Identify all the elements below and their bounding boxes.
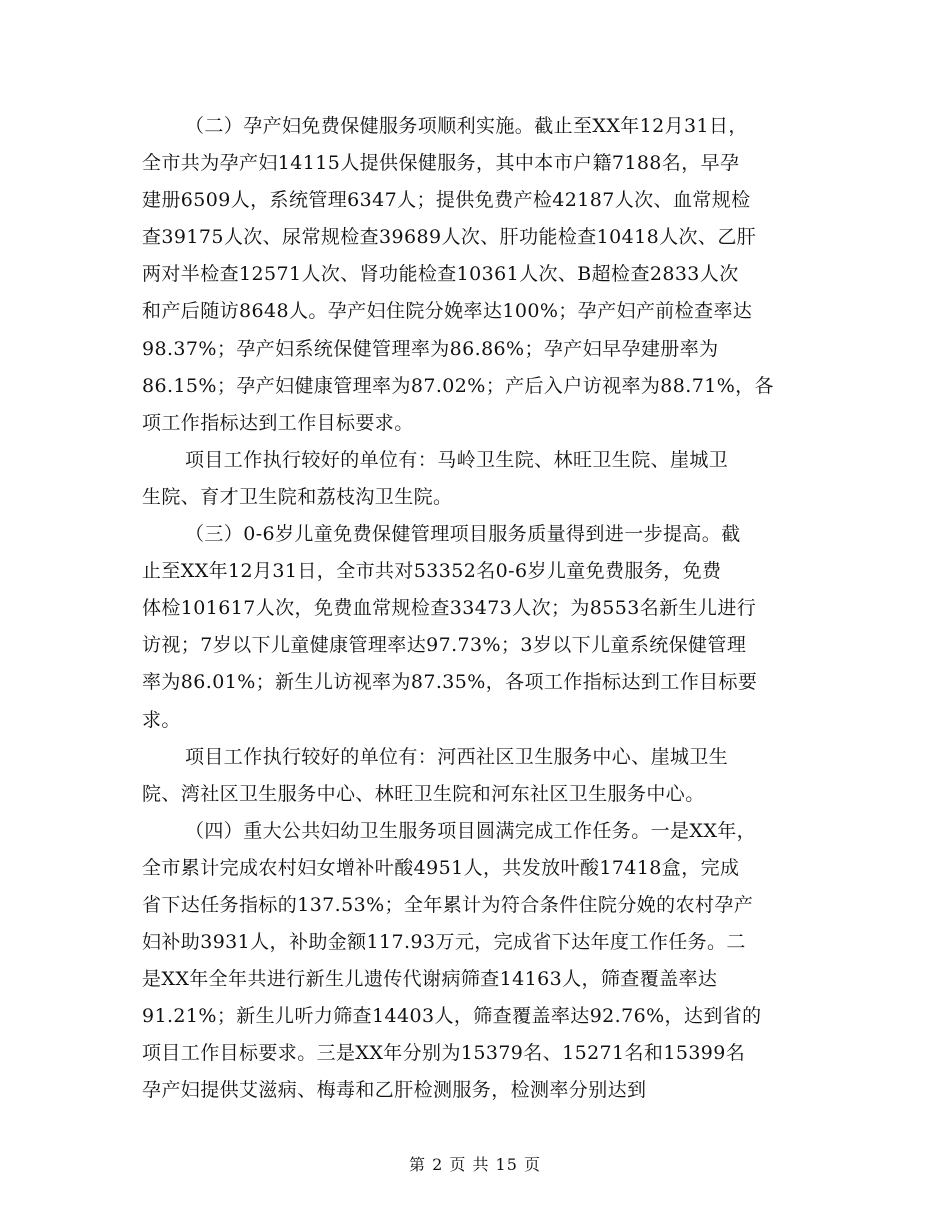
paragraph-line: 全市累计完成农村妇女增补叶酸4951人，共发放叶酸17418盒，完成 [142, 856, 740, 879]
paragraph-line: （二）孕产妇免费保健服务项顺利实施。截止至XX年12月31日， [185, 115, 748, 137]
paragraph-line: 院、湾社区卫生服务中心、林旺卫生院和河东社区卫生服务中心。 [142, 782, 705, 805]
paragraph-line: 省下达任务指标的137.53%；全年累计为符合条件住院分娩的农村孕产 [142, 893, 754, 916]
paragraph-line: 项工作指标达到工作目标要求。 [142, 411, 414, 434]
paragraph-line: （四）重大公共妇幼卫生服务项目圆满完成工作任务。一是XX年， [185, 819, 757, 842]
paragraph-line: 止至XX年12月31日，全市共对53352名0-6岁儿童免费服务，免费 [142, 560, 722, 583]
paragraph-line: 全市共为孕产妇14115人提供保健服务，其中本市户籍7188名，早孕 [142, 152, 740, 175]
paragraph-line: 和产后随访8648人。孕产妇住院分娩率达100%；孕产妇产前检查率达 [142, 300, 753, 323]
paragraph-line: 访视；7岁以下儿童健康管理率达97.73%；3岁以下儿童系统保健管理 [142, 634, 747, 657]
paragraph-line: 是XX年全年共进行新生儿遗传代谢病筛查14163人，筛查覆盖率达 [142, 968, 718, 991]
paragraph-line: 孕产妇提供艾滋病、梅毒和乙肝检测服务，检测率分别达到 [142, 1079, 647, 1102]
page-number-footer: 第 2 页 共 15 页 [409, 1155, 541, 1174]
paragraph-line: 项目工作执行较好的单位有：河西社区卫生服务中心、崖城卫生 [185, 745, 729, 768]
paragraph-line: 两对半检查12571人次、肾功能检查10361人次、B超检查2833人次 [142, 263, 739, 286]
paragraph-line: 生院、育才卫生院和荔枝沟卫生院。 [142, 485, 453, 508]
paragraph-line: 建册6509人，系统管理6347人；提供免费产检42187人次、血常规检 [142, 189, 751, 212]
paragraph-line: 求。 [142, 708, 181, 731]
paragraph-line: 查39175人次、尿常规检查39689人次、肝功能检查10418人次、乙肝 [142, 226, 757, 249]
paragraph-line: 91.21%；新生儿听力筛查14403人，筛查覆盖率达92.76%，达到省的 [142, 1005, 762, 1028]
paragraph-line: 妇补助3931人，补助金额117.93万元，完成省下达年度工作任务。二 [142, 931, 746, 954]
paragraph-line: 体检101617人次，免费血常规检查33473人次；为8553名新生儿进行 [142, 597, 757, 620]
paragraph-line: 项目工作执行较好的单位有：马岭卫生院、林旺卫生院、崖城卫 [185, 448, 729, 471]
paragraph-line: （三）0-6岁儿童免费保健管理项目服务质量得到进一步提高。截 [185, 523, 741, 546]
paragraph-line: 项目工作目标要求。三是XX年分别为15379名、15271名和15399名 [142, 1042, 746, 1065]
paragraph-line: 98.37%；孕产妇系统保健管理率为86.86%；孕产妇早孕建册率为 [142, 337, 719, 360]
paragraph-line: 86.15%；孕产妇健康管理率为87.02%；产后入户访视率为88.71%，各 [142, 374, 774, 397]
paragraph-line: 率为86.01%；新生儿访视率为87.35%，各项工作指标达到工作目标要 [142, 671, 758, 694]
document-body [142, 108, 812, 1110]
